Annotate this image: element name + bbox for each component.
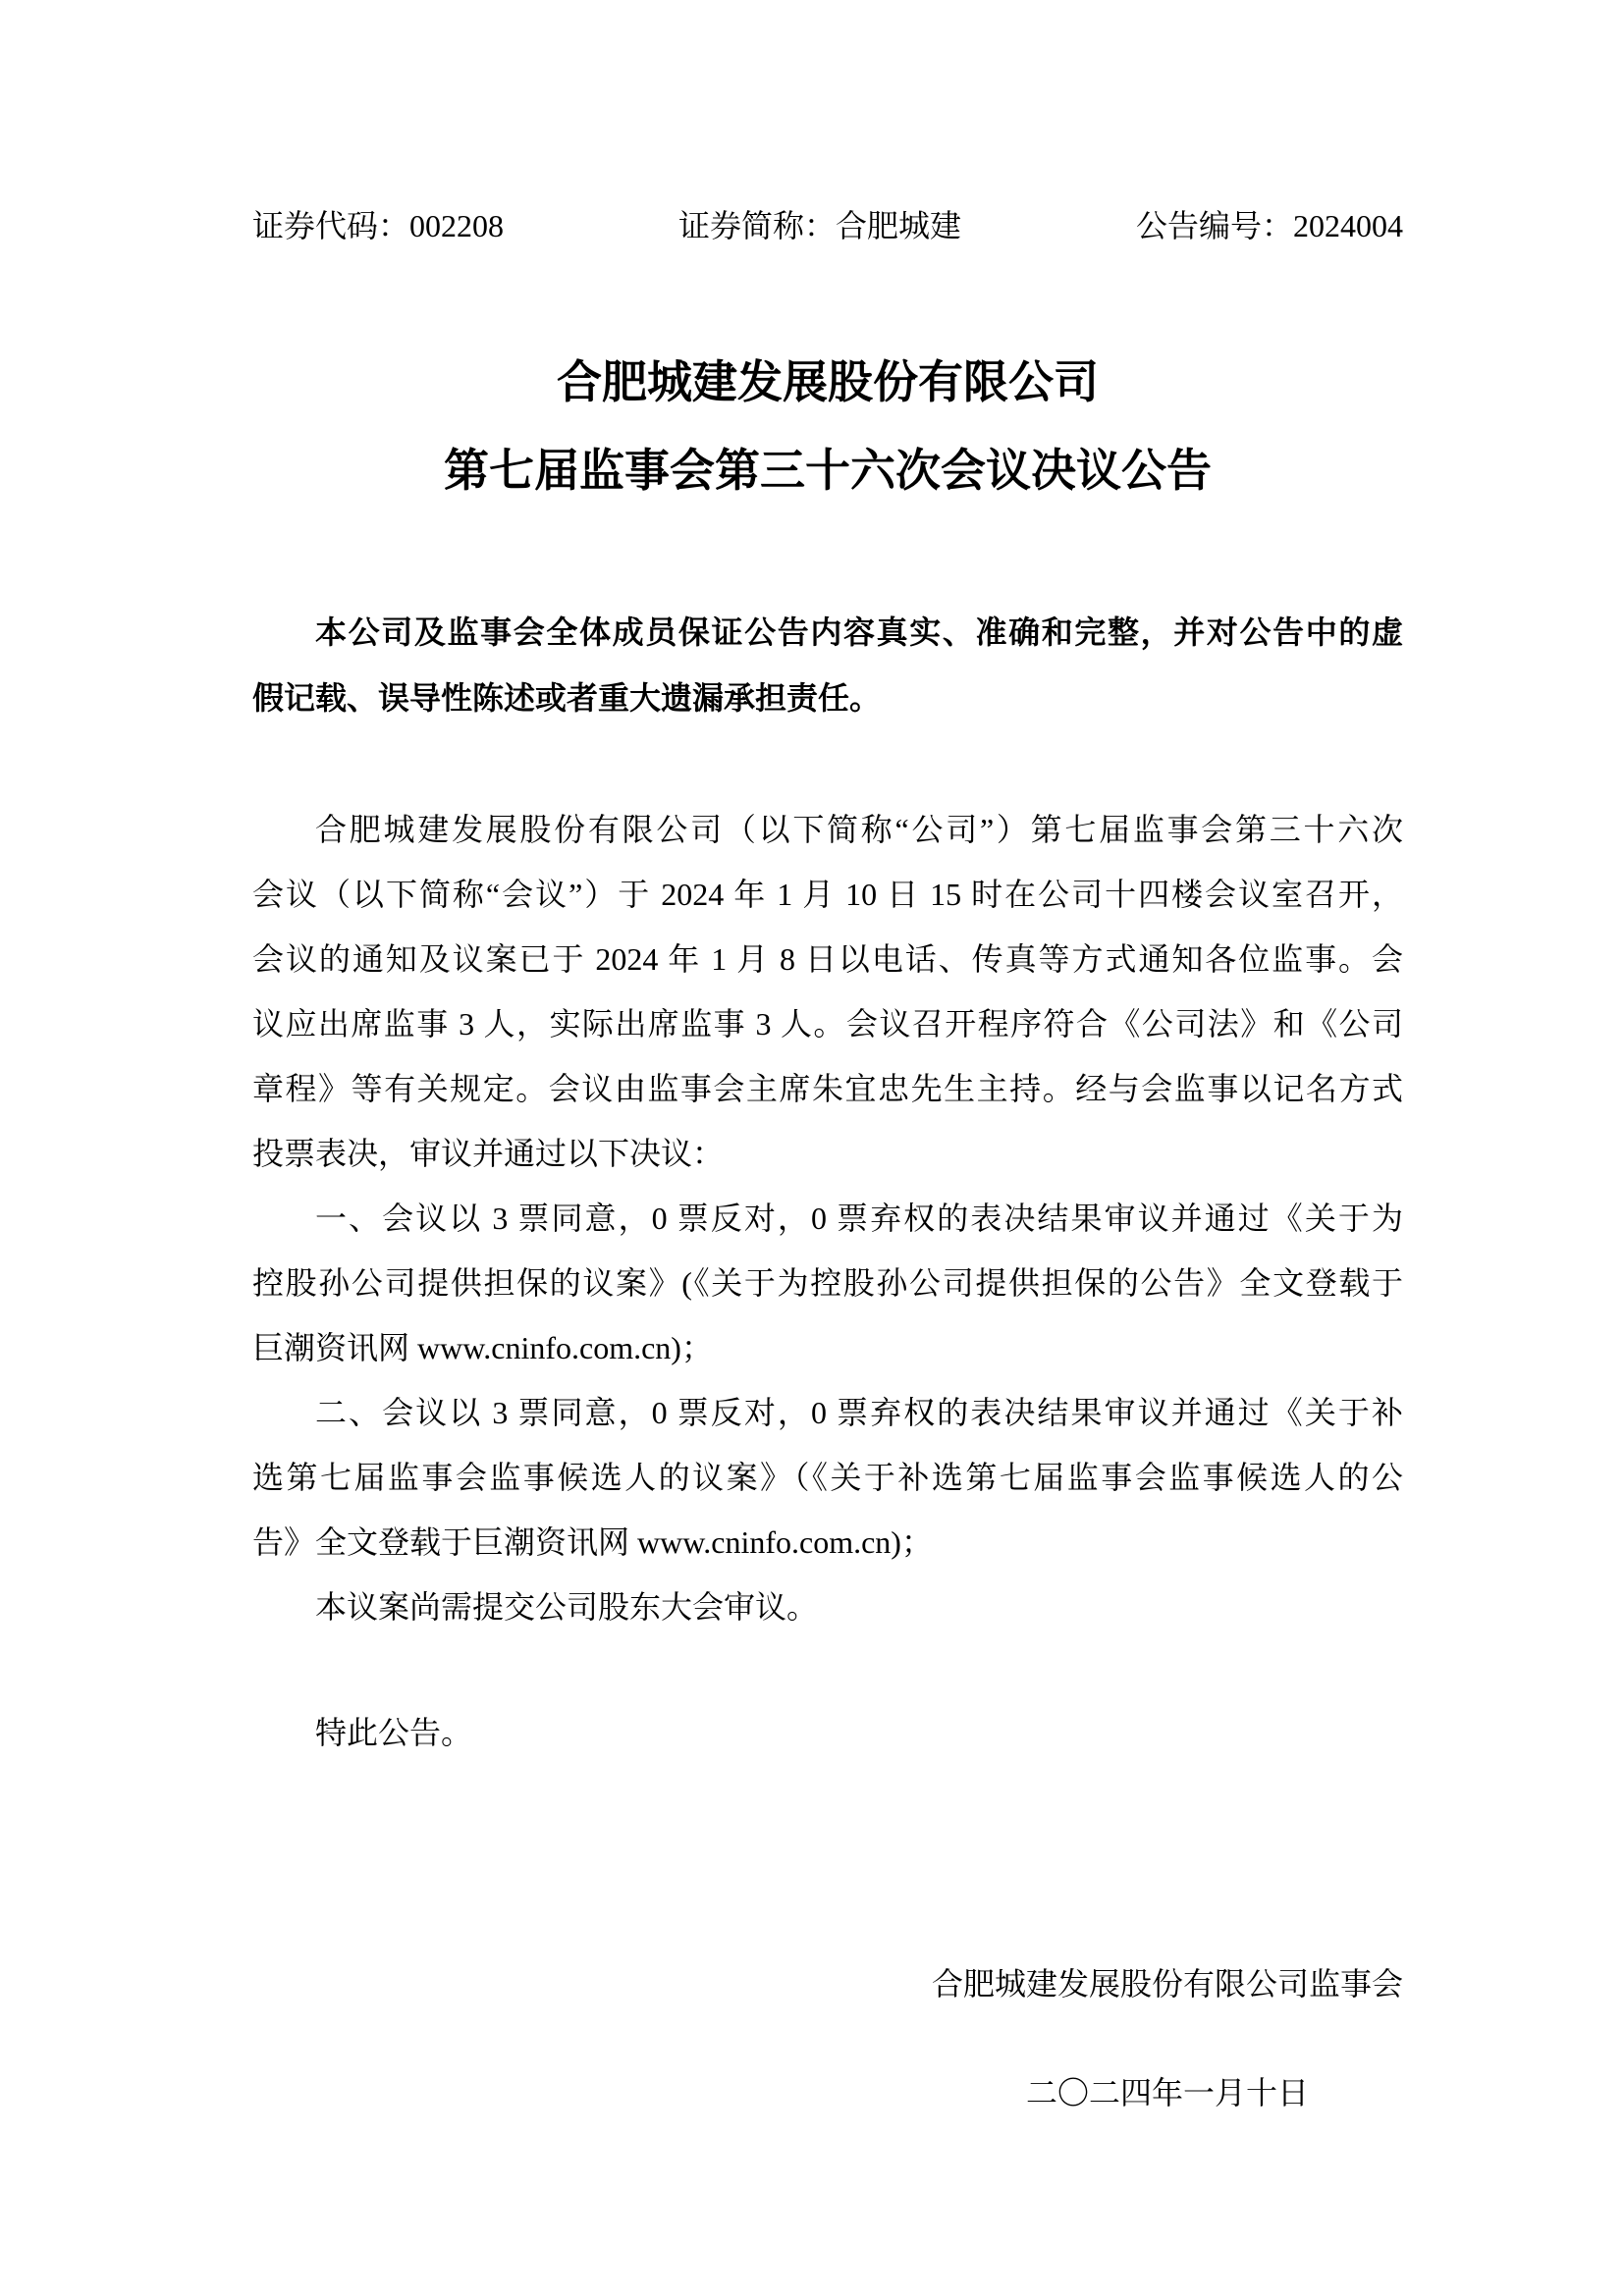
- announcement-number: 公告编号：2024004: [1135, 208, 1403, 243]
- body-line-12: 告》全文登载于巨潮资讯网 www.cninfo.com.cn)；: [252, 1524, 933, 1560]
- signature-block: [252, 1951, 1403, 2125]
- body-line-8: 控股孙公司提供担保的议案》(《关于为控股孙公司提供担保的公告》全文登载于: [252, 1265, 1403, 1301]
- body-line-10: 二、会议以 3 票同意，0 票反对，0 票弃权的表决结果审议并通过《关于补: [315, 1395, 1403, 1430]
- body-line-13: 本议案尚需提交公司股东大会审议。: [315, 1589, 819, 1625]
- document-header: [252, 204, 1403, 247]
- disclaimer-line-2: 假记载、误导性陈述或者重大遗漏承担责任。: [252, 680, 882, 716]
- body-line-2: 会议（以下简称“会议”）于 2024 年 1 月 10 日 15 时在公司十四楼会议室召开，: [252, 877, 1403, 912]
- body-line-7: 一、会议以 3 票同意，0 票反对，0 票弃权的表决结果审议并通过《关于为: [315, 1201, 1403, 1236]
- disclaimer-statement: [252, 600, 1403, 731]
- body-line-11: 选第七届监事会监事候选人的议案》（《关于补选第七届监事会监事候选人的公: [252, 1460, 1403, 1495]
- body-line-3: 会议的通知及议案已于 2024 年 1 月 8 日以电话、传真等方式通知各位监事。会: [252, 941, 1403, 977]
- signature-date: 二〇二四年一月十日: [1025, 2075, 1309, 2110]
- disclaimer-line-1: 本公司及监事会全体成员保证公告内容真实、准确和完整，并对公告中的虚: [315, 614, 1403, 650]
- company-name-title: 合肥城建发展股份有限公司: [557, 357, 1099, 407]
- body-line-6: 投票表决，审议并通过以下决议：: [252, 1136, 725, 1171]
- meeting-resolution-title: 第七届监事会第三十六次会议决议公告: [444, 446, 1212, 496]
- closing-statement: 特此公告。: [315, 1715, 473, 1750]
- announcement-body: [252, 797, 1403, 1639]
- body-line-9: 巨潮资讯网 www.cninfo.com.cn)；: [252, 1330, 713, 1365]
- body-line-5: 章程》等有关规定。会议由监事会主席朱宜忠先生主持。经与会监事以记名方式: [252, 1071, 1403, 1106]
- body-line-1: 合肥城建发展股份有限公司（以下简称“公司”）第七届监事会第三十六次: [315, 812, 1403, 847]
- stock-short-name: 证券简称：合肥城建: [677, 208, 961, 243]
- signature-company: 合肥城建发展股份有限公司监事会: [931, 1966, 1403, 2002]
- document-title: [252, 339, 1403, 515]
- signature-inner: [932, 1951, 1403, 2125]
- stock-code: 证券代码：002208: [252, 208, 505, 243]
- body-line-4: 议应出席监事 3 人，实际出席监事 3 人。会议召开程序符合《公司法》和《公司: [252, 1006, 1403, 1041]
